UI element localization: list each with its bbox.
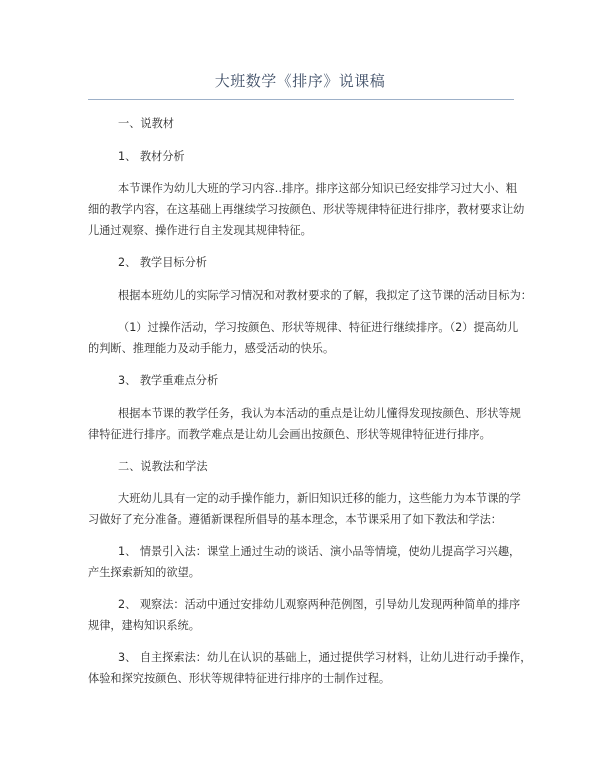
paragraph-line: 律特征进行排序。而教学难点是让幼儿会画出按颜色、形状等规律特征进行排序。	[88, 428, 491, 441]
section-heading-2: 二、说教法和学法	[118, 460, 208, 473]
paragraph-line: 根据本班幼儿的实际学习情况和对教材要求的了解，我拟定了这节课的活动目标为：	[118, 289, 532, 302]
paragraph-line: 儿通过观察、操作进行自主发现其规律特征。	[88, 224, 312, 237]
list-item-method-2-cont: 规律，建构知识系统。	[88, 619, 200, 632]
paragraph-line: 细的教学内容，在这基础上再继续学习按颜色、形状等规律特征进行排序，教材要求让幼	[88, 203, 525, 216]
subsection-heading-3: 3、 教学重难点分析	[118, 374, 219, 387]
subsection-heading-1: 1、 教材分析	[118, 150, 185, 163]
paragraph-line: 根据本节课的教学任务，我认为本活动的重点是让幼儿懂得发现按颜色、形状等规	[118, 407, 521, 420]
paragraph-line: 大班幼儿具有一定的动手操作能力，新旧知识迁移的能力，这些能力为本节课的学	[118, 492, 521, 505]
section-heading-1: 一、说教材	[118, 117, 174, 130]
title-divider	[88, 99, 514, 100]
list-item-method-3-cont: 体验和探究按颜色、形状等规律特征进行排序的士制作过程。	[88, 672, 391, 685]
document-title: 大班数学《排序》说课稿	[214, 72, 386, 90]
list-item-method-1-cont: 产生探索新知的欲望。	[88, 566, 200, 579]
list-item-method-3: 3、 自主探索法：幼儿在认识的基础上，通过提供学习材料，让幼儿进行动手操作，	[118, 651, 532, 664]
list-item-method-1: 1、 情景引入法：课堂上通过生动的谈话、演小品等情境，使幼儿提高学习兴趣，	[118, 545, 521, 558]
paragraph-line: 习做好了充分准备。遵循新课程所倡导的基本理念，本节课采用了如下教法和学法：	[88, 513, 502, 526]
paragraph-line: （1）过操作活动，学习按颜色、形状等规律、特征进行继续排序。（2）提高幼儿	[118, 321, 519, 334]
subsection-heading-2: 2、 教学目标分析	[118, 256, 207, 269]
paragraph-line: 本节课作为幼儿大班的学习内容‥排序。排序这部分知识已经安排学习过大小、粗	[118, 182, 518, 195]
paragraph-line: 的判断、推理能力及动手能力，感受活动的快乐。	[88, 342, 335, 355]
list-item-method-2: 2、 观察法：活动中通过安排幼儿观察两种范例图，引导幼儿发现两种简单的排序	[118, 598, 521, 611]
